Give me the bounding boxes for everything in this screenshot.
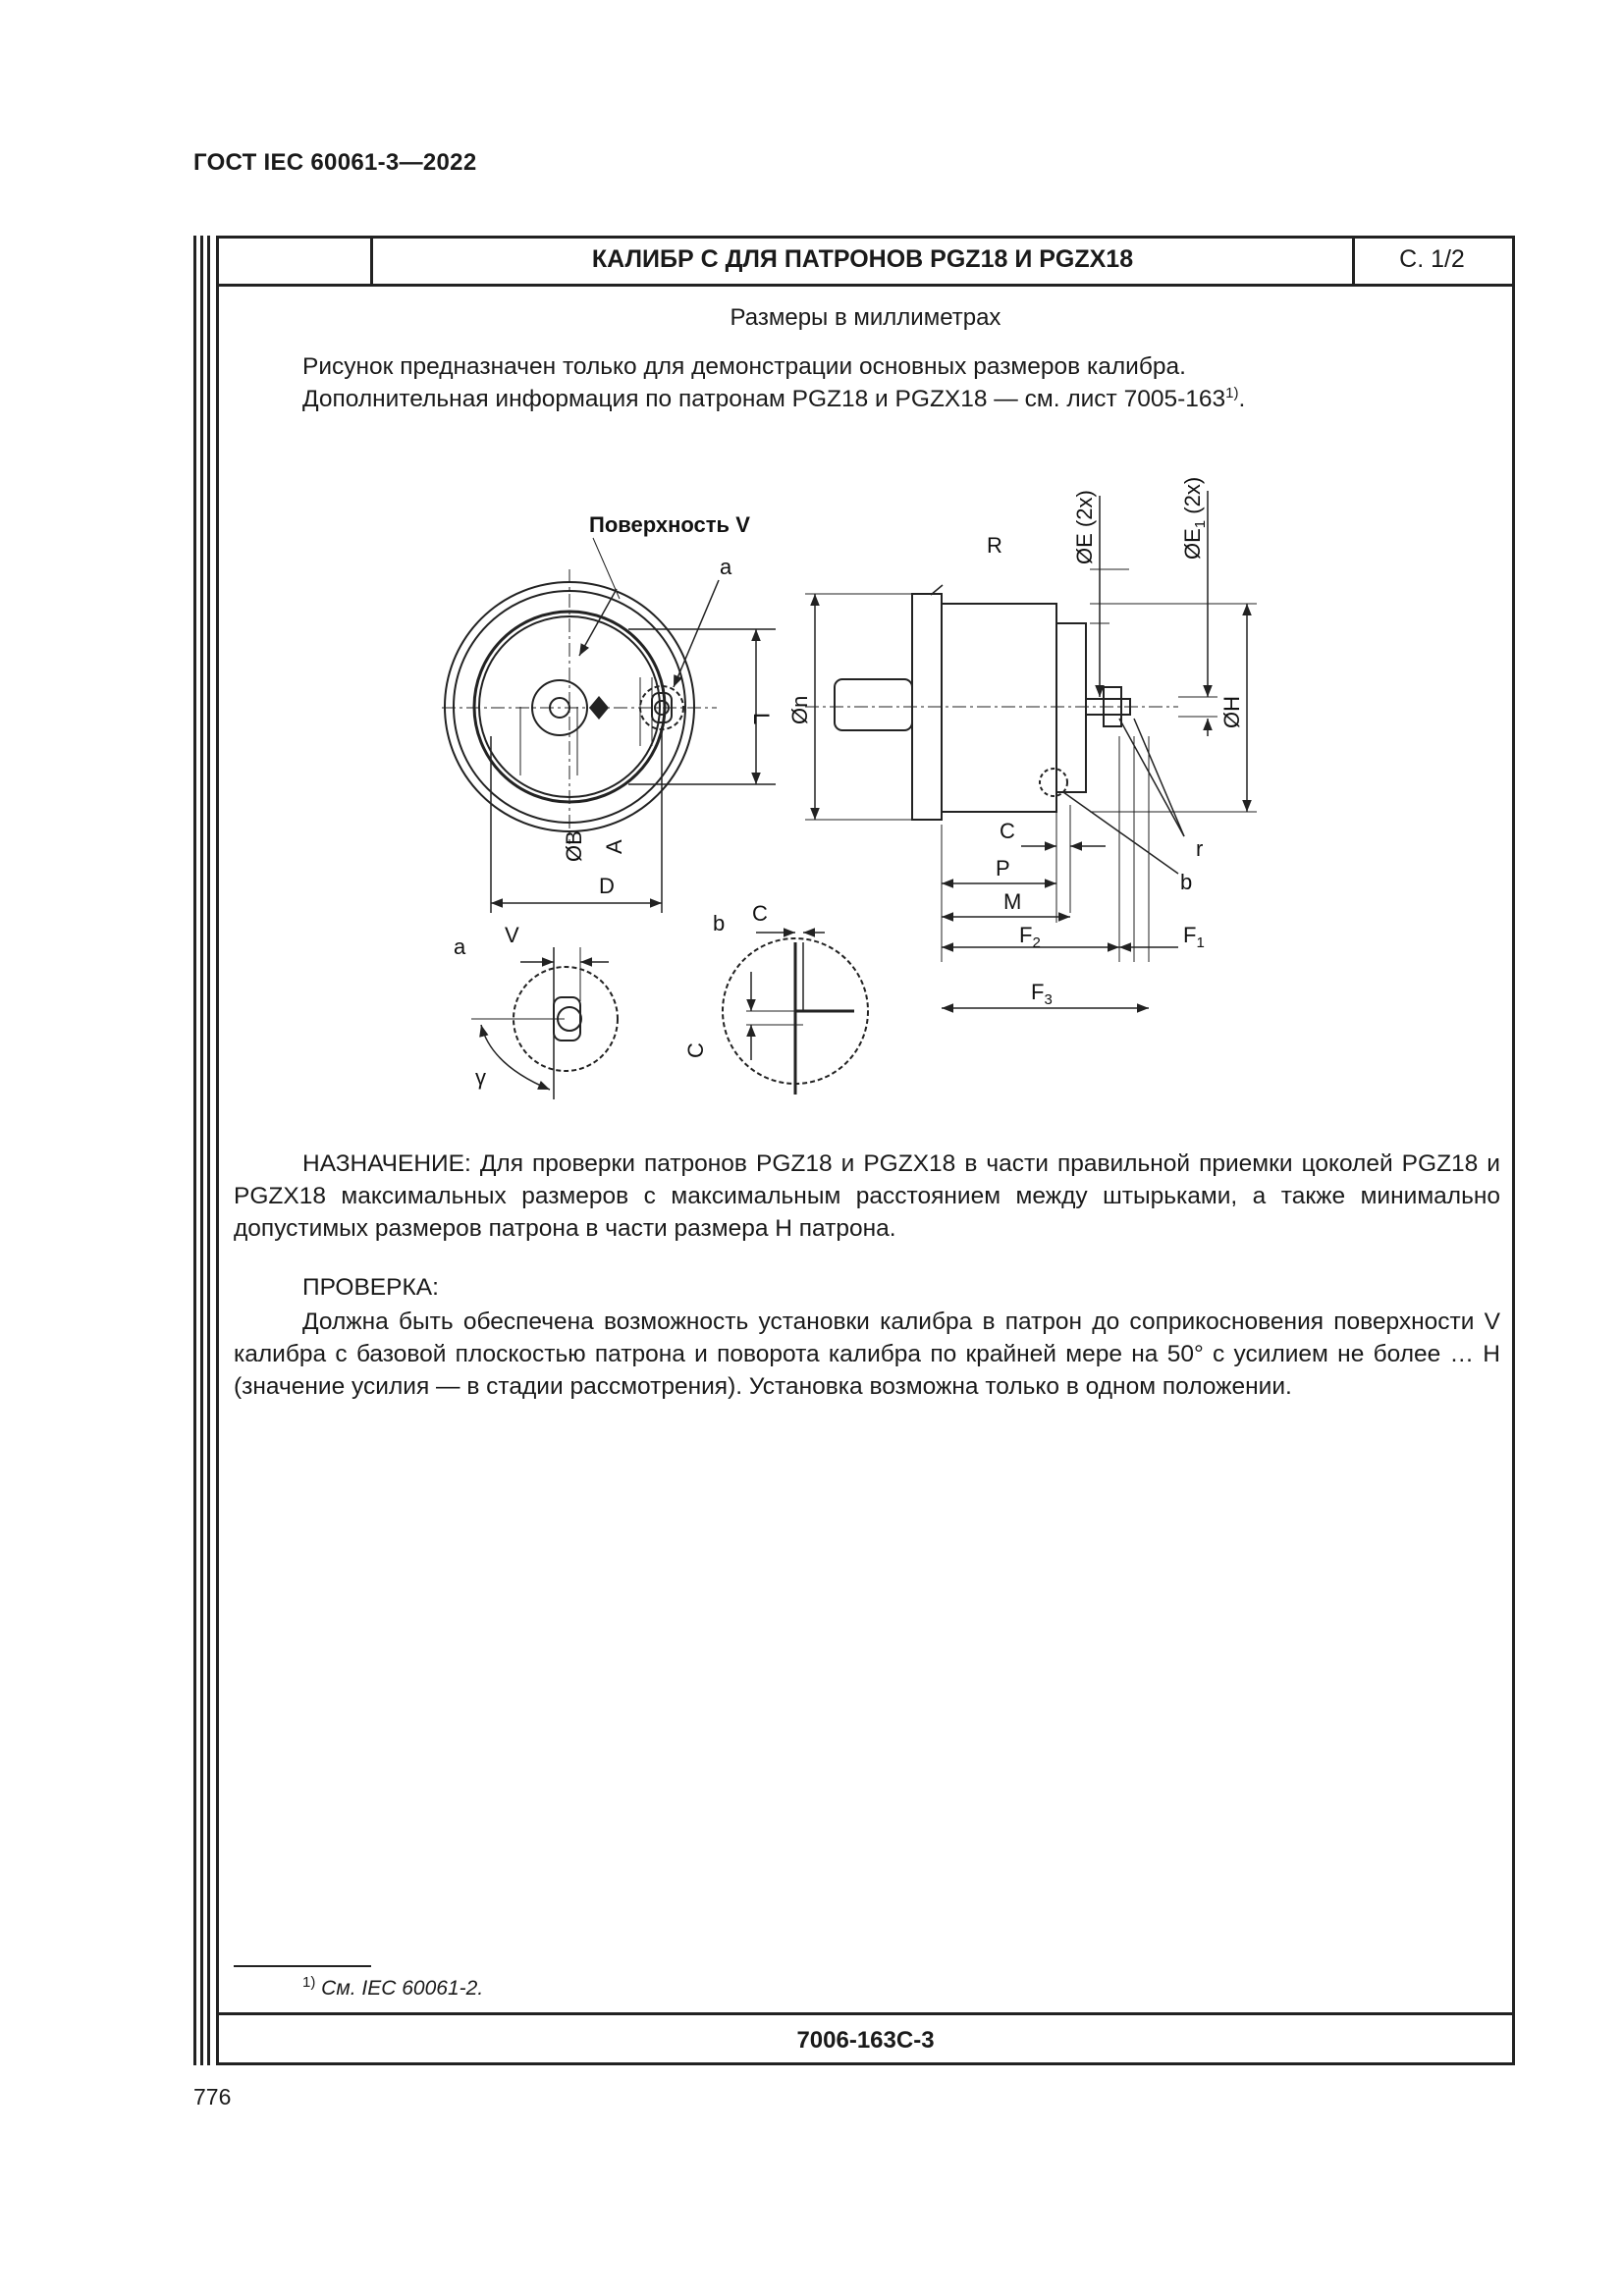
front-view: [442, 569, 717, 844]
label-f2: [1019, 923, 1041, 951]
label-d: D: [599, 874, 615, 898]
gauge-drawing: [432, 452, 1276, 1119]
footnote: [302, 1974, 483, 2001]
label-c-detail: C: [752, 901, 768, 926]
label-f3: [1031, 980, 1053, 1008]
label-b-diameter: ØB: [562, 830, 586, 862]
label-e1-sub: 1: [1192, 519, 1209, 529]
sheet-title: КАЛИБР С ДЛЯ ПАТРОНОВ PGZ18 И PGZX18: [373, 236, 1355, 284]
purpose-paragraph: НАЗНАЧЕНИЕ: Для проверки патронов PGZ18 и PGZX18 в части правильной приемки цоколей PGZ18 и PGZX18 максимальных размеров с максимальным расстоянием между штырьками, а также минимально допустимых размеров патрона в части размера H патрона.: [234, 1150, 1500, 1242]
footnote-rule: [234, 1965, 371, 1967]
page-number: 776: [193, 2084, 232, 2109]
sheet-page-ref: С. 1/2: [1399, 245, 1465, 273]
label-e-diameter: ØE (2x): [1072, 490, 1097, 564]
label-p: P: [996, 856, 1010, 881]
intro-line-2-text: Дополнительная информация по патронам PGZ18 и PGZX18 — см. лист 7005-163: [302, 386, 1226, 413]
label-f1-sub: 1: [1196, 934, 1205, 951]
detail-b: [723, 933, 868, 1095]
label-f1: [1183, 923, 1205, 951]
footnote-text: См. IEC 60061-2.: [315, 1977, 484, 2000]
margin-line: [207, 236, 210, 2065]
surface-v-label: Поверхность V: [589, 512, 750, 537]
label-h-diameter: ØH: [1219, 696, 1244, 728]
label-b-small: b: [1180, 870, 1193, 894]
units-note: Размеры в миллиметрах: [730, 304, 1001, 331]
sheet-number: 7006-163C-3: [216, 2012, 1515, 2065]
label-r-small: r: [1196, 836, 1204, 861]
label-e1-main: ØE: [1180, 528, 1205, 560]
label-f1-main: F: [1183, 923, 1197, 947]
intro-line-2: [302, 385, 1245, 413]
margin-line: [193, 236, 196, 2065]
label-a-dim: A: [602, 839, 626, 854]
check-heading: ПРОВЕРКА:: [302, 1274, 439, 1301]
label-f2-sub: 2: [1032, 934, 1041, 951]
check-paragraph: Должна быть обеспечена возможность установки калибра в патрон до соприкосновения поверхности V калибра с базовой плоскостью патрона и поворота калибра по крайней мере на 50° с усилием не более … Н (значение усилия — в стадии рассмотрения). Установка возможна только в одном положении.: [234, 1308, 1500, 1400]
intro-line-1: Рисунок предназначен только для демонстрации основных размеров калибра.: [302, 353, 1186, 380]
intro-line-2-tail: .: [1238, 386, 1246, 413]
footnote-ref[interactable]: 1): [1225, 385, 1239, 401]
label-r: R: [987, 533, 1002, 558]
sheet-title-row: [216, 236, 1515, 287]
label-detail-a: a: [454, 934, 466, 959]
label-detail-b: b: [713, 911, 726, 935]
document-header: ГОСТ IEC 60061-3—2022: [193, 149, 477, 176]
label-v: V: [505, 923, 519, 947]
label-c-detail-vert: C: [683, 1042, 708, 1058]
side-view: [805, 585, 1178, 820]
label-a: a: [720, 555, 732, 579]
title-blank-cell: [216, 236, 373, 284]
label-f3-sub: 3: [1044, 991, 1053, 1008]
label-e1-tail: (2x): [1180, 476, 1205, 520]
label-c: C: [1000, 819, 1015, 843]
label-l: L: [749, 713, 774, 725]
footnote-mark: 1): [302, 1974, 316, 1991]
label-m: M: [1003, 889, 1022, 914]
label-f2-main: F: [1019, 923, 1033, 947]
label-f3-main: F: [1031, 980, 1045, 1004]
label-gamma: γ: [475, 1065, 486, 1090]
margin-line: [200, 236, 203, 2065]
label-e1-diameter: [1180, 477, 1209, 560]
detail-a: [471, 947, 618, 1099]
label-n-diameter: Øn: [787, 695, 812, 724]
